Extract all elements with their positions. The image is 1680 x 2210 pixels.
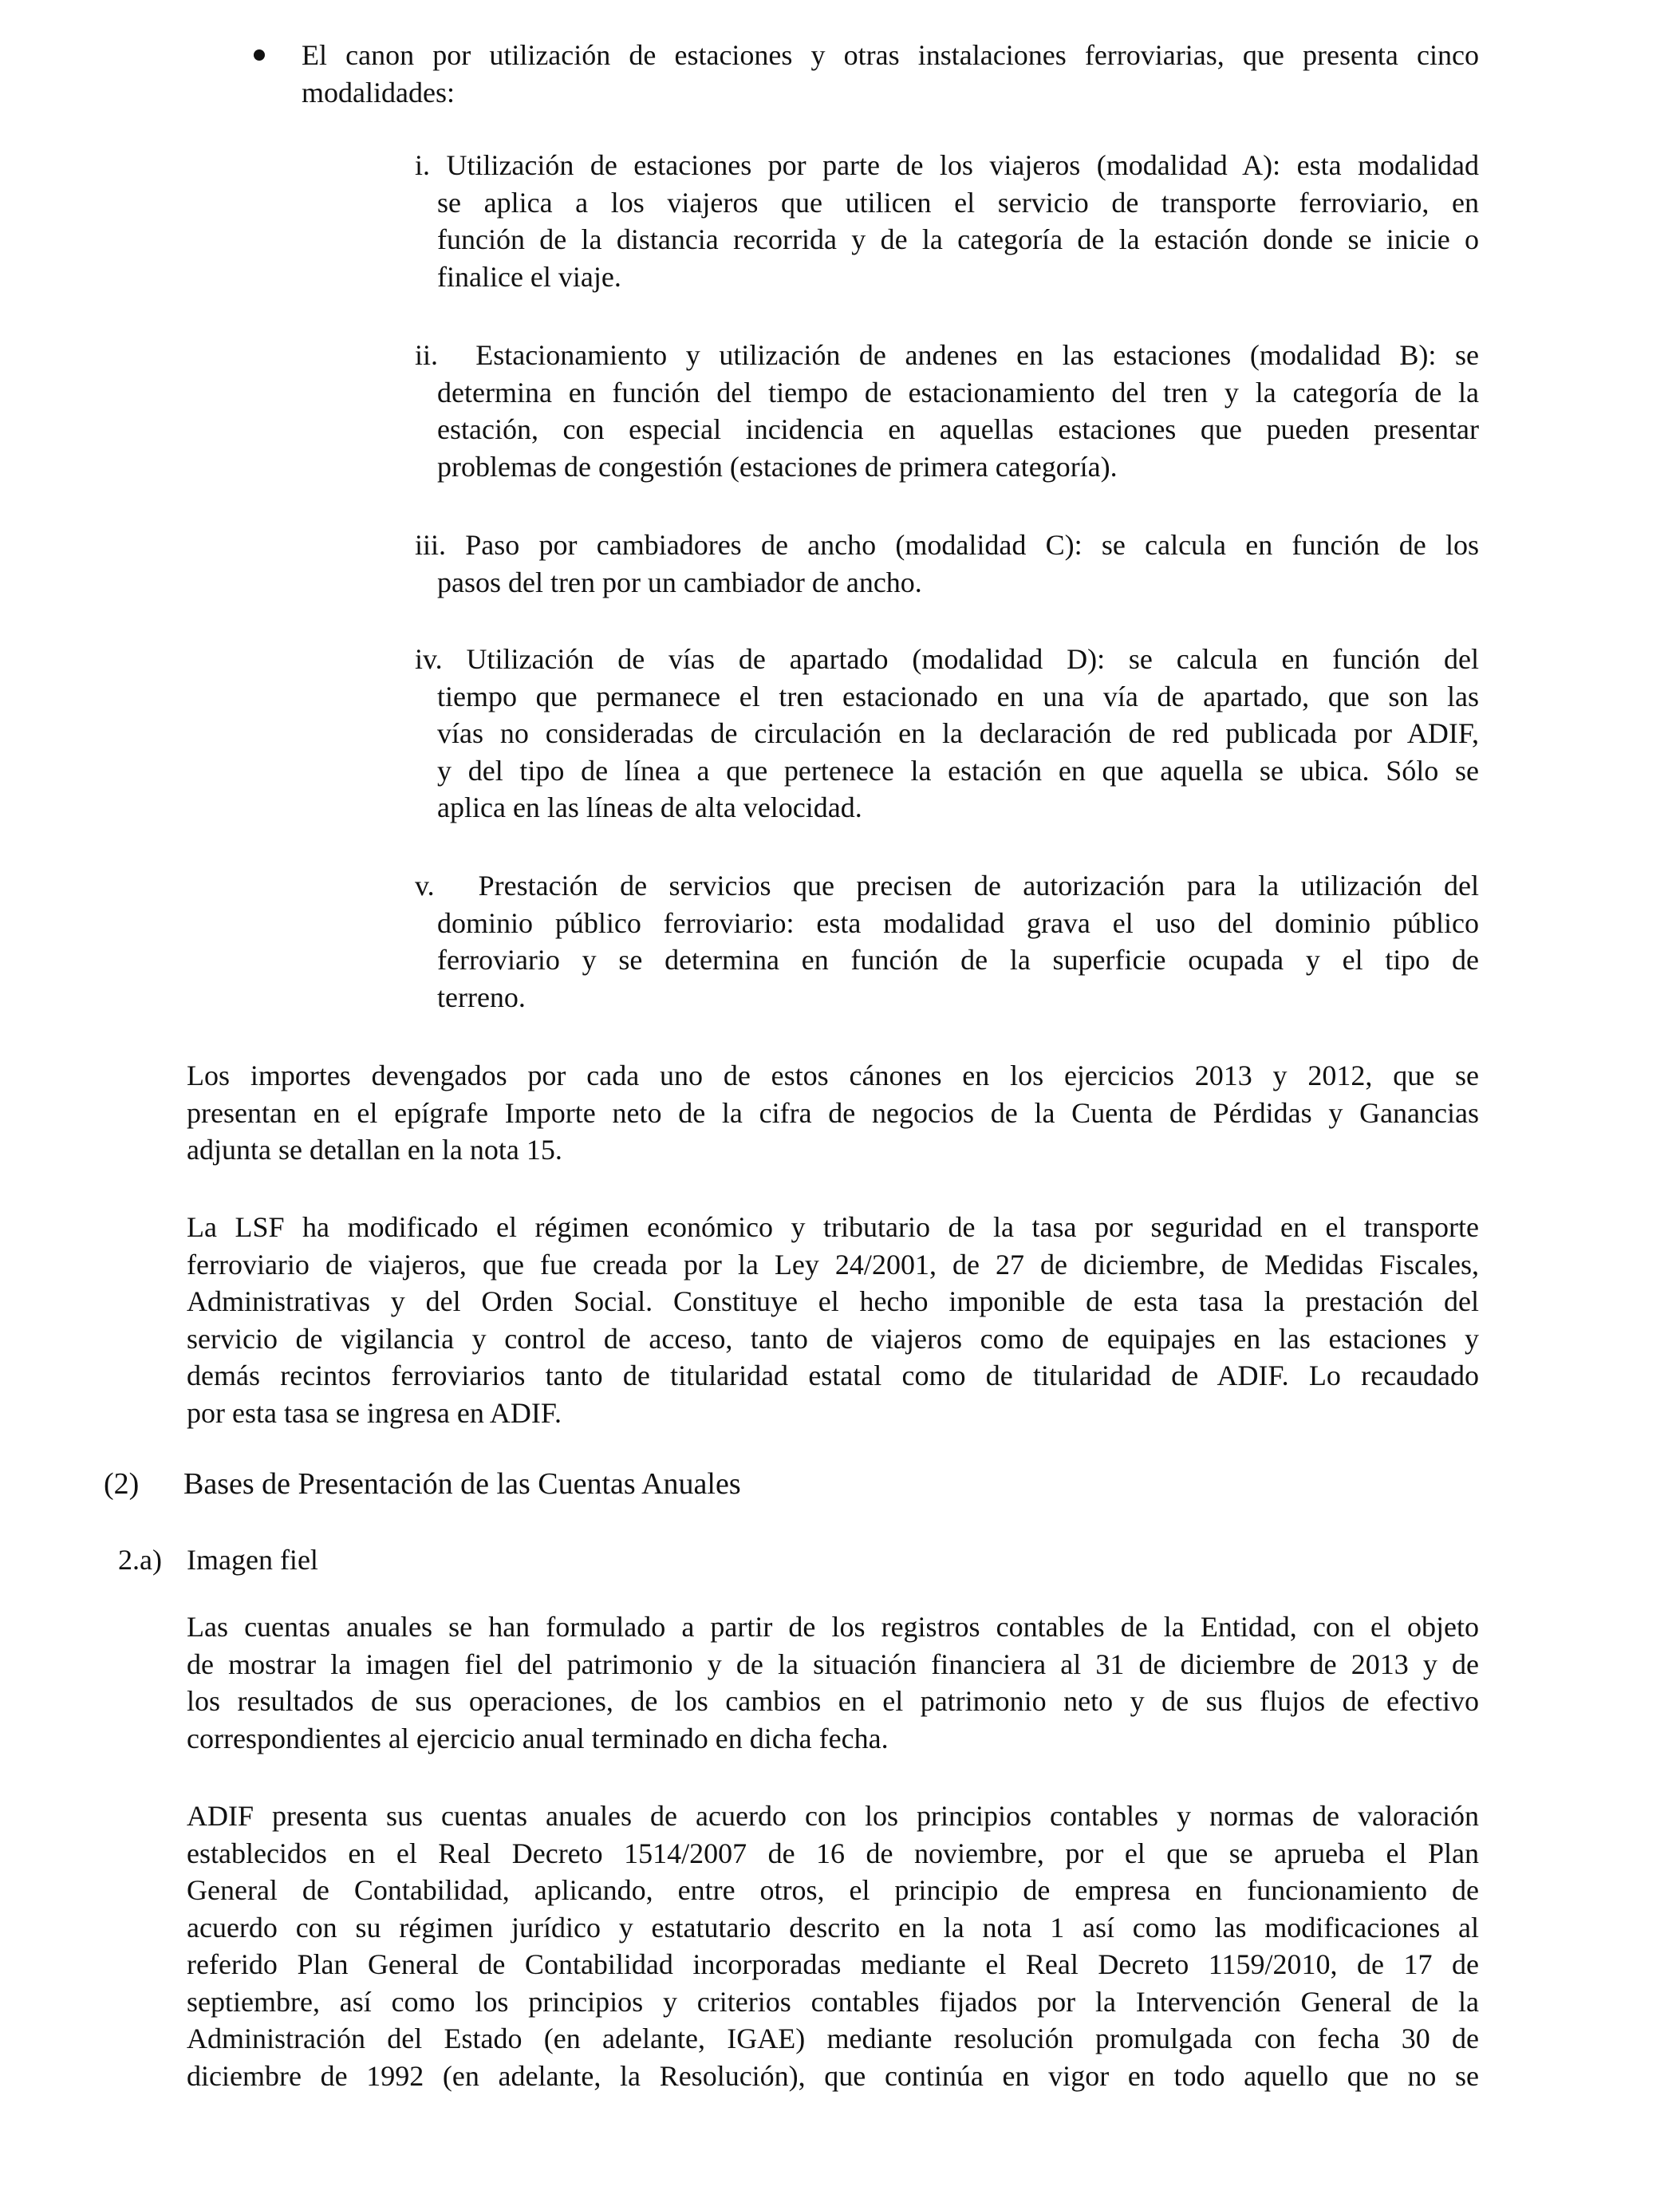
text-line: servicio de vigilancia y control de acceso, tanto de viajeros como de equipajes en las estaciones y	[187, 1322, 1479, 1355]
bullet-paragraph	[302, 37, 1479, 111]
text-line: adjunta se detallan en la nota 15.	[187, 1134, 562, 1166]
text-line: demás recintos ferroviarios tanto de titularidad estatal como de titularidad de ADIF. Lo recaudado	[187, 1360, 1479, 1391]
list-item-modalidad-d	[415, 641, 1479, 827]
section-heading	[104, 1465, 741, 1503]
text-line: iv. Utilización de vías de apartado (modalidad D): se calcula en función del	[415, 643, 1479, 675]
text-line: ferroviario de viajeros, que fue creada por la Ley 24/2001, de 27 de diciembre, de Medidas Fiscales,	[187, 1248, 1479, 1281]
text-line: función de la distancia recorrida y de la categoría de la estación donde se inicie o	[437, 223, 1479, 255]
paragraph-lsf	[187, 1209, 1479, 1431]
text-line: referido Plan General de Contabilidad incorporadas mediante el Real Decreto 1159/2010, de 17 de	[187, 1948, 1479, 1980]
paragraph-cuentas-anuales	[187, 1608, 1479, 1757]
text-line: acuerdo con su régimen jurídico y estatutario descrito en la nota 1 así como las modificaciones al	[187, 1911, 1479, 1944]
text-line: problemas de congestión (estaciones de primera categoría).	[437, 450, 1118, 483]
text-line: estación, con especial incidencia en aquellas estaciones que pueden presentar	[437, 413, 1479, 445]
text-line: tiempo que permanece el tren estacionado en una vía de apartado, que son las	[437, 680, 1479, 712]
text-line: Administrativas y del Orden Social. Constituye el hecho imponible de esta tasa la prestación del	[187, 1285, 1479, 1317]
text-line: por esta tasa se ingresa en ADIF.	[187, 1396, 562, 1429]
text-line: Las cuentas anuales se han formulado a partir de los registros contables de la Entidad, con el objeto	[187, 1611, 1479, 1643]
text-line: de mostrar la imagen fiel del patrimonio y de la situación financiera al 31 de diciembre de 2013 y de	[187, 1648, 1479, 1680]
bullet-icon	[254, 49, 265, 61]
text-line: ADIF presenta sus cuentas anuales de acuerdo con los principios contables y normas de valoración	[187, 1800, 1479, 1832]
text-line: vías no consideradas de circulación en la declaración de red publicada por ADIF,	[437, 717, 1479, 749]
text-line: General de Contabilidad, aplicando, entre otros, el principio de empresa en funcionamiento de	[187, 1874, 1479, 1906]
text-line: ferroviario y se determina en función de la superficie ocupada y el tipo de	[437, 944, 1479, 976]
text-line: terreno.	[437, 981, 526, 1013]
section-number: (2)	[104, 1467, 140, 1501]
text-line: aplica en las líneas de alta velocidad.	[437, 791, 862, 823]
text-line: La LSF ha modificado el régimen económico y tributario de la tasa por seguridad en el transporte	[187, 1211, 1479, 1243]
text-line: pasos del tren por un cambiador de ancho.	[437, 566, 922, 598]
text-line: finalice el viaje.	[437, 260, 621, 293]
text-line: diciembre de 1992 (en adelante, la Resolución), que continúa en vigor en todo aquello que no se	[187, 2059, 1479, 2092]
text-line: y del tipo de línea a que pertenece la estación en que aquella se ubica. Sólo se	[437, 754, 1479, 787]
list-item-modalidad-a	[415, 147, 1479, 295]
text-line: determina en función del tiempo de estacionamiento del tren y la categoría de la	[437, 376, 1479, 408]
section-title: Bases de Presentación de las Cuentas Anuales	[183, 1467, 741, 1501]
text-line: ii. Estacionamiento y utilización de andenes en las estaciones (modalidad B): se	[415, 339, 1479, 371]
text-line: septiembre, así como los principios y criterios contables fijados por la Intervención General de la	[187, 1985, 1479, 2018]
text-line: Los importes devengados por cada uno de estos cánones en los ejercicios 2013 y 2012, que se	[187, 1060, 1479, 1091]
list-item-modalidad-c	[415, 527, 1479, 601]
text-line: los resultados de sus operaciones, de los cambios en el patrimonio neto y de sus flujos de efectivo	[187, 1685, 1479, 1717]
text-line: El canon por utilización de estaciones y otras instalaciones ferroviarias, que presenta cinco	[302, 39, 1479, 71]
text-line: presentan en el epígrafe Importe neto de la cifra de negocios de la Cuenta de Pérdidas y Ganancias	[187, 1096, 1479, 1129]
text-line: se aplica a los viajeros que utilicen el servicio de transporte ferroviario, en	[437, 186, 1479, 219]
list-item-modalidad-e	[415, 867, 1479, 1016]
text-line: modalidades:	[302, 76, 455, 109]
paragraph-importes	[187, 1057, 1479, 1169]
text-line: correspondientes al ejercicio anual terminado en dicha fecha.	[187, 1722, 889, 1754]
text-line: dominio público ferroviario: esta modalidad grava el uso del dominio público	[437, 906, 1479, 939]
text-line: v. Prestación de servicios que precisen de autorización para la utilización del	[415, 870, 1479, 902]
text-line: Administración del Estado (en adelante, IGAE) mediante resolución promulgada con fecha 30 de	[187, 2023, 1479, 2054]
text-line: establecidos en el Real Decreto 1514/2007 de 16 de noviembre, por el que se aprueba el Plan	[187, 1837, 1479, 1869]
subsection-heading	[118, 1541, 318, 1579]
text-line: i. Utilización de estaciones por parte de los viajeros (modalidad A): esta modalidad	[415, 149, 1479, 181]
text-line: iii. Paso por cambiadores de ancho (modalidad C): se calcula en función de los	[415, 529, 1479, 561]
paragraph-adif-presenta	[187, 1798, 1479, 2094]
subsection-title: Imagen fiel	[187, 1544, 318, 1576]
list-item-modalidad-b	[415, 337, 1479, 485]
subsection-number: 2.a)	[118, 1544, 162, 1576]
